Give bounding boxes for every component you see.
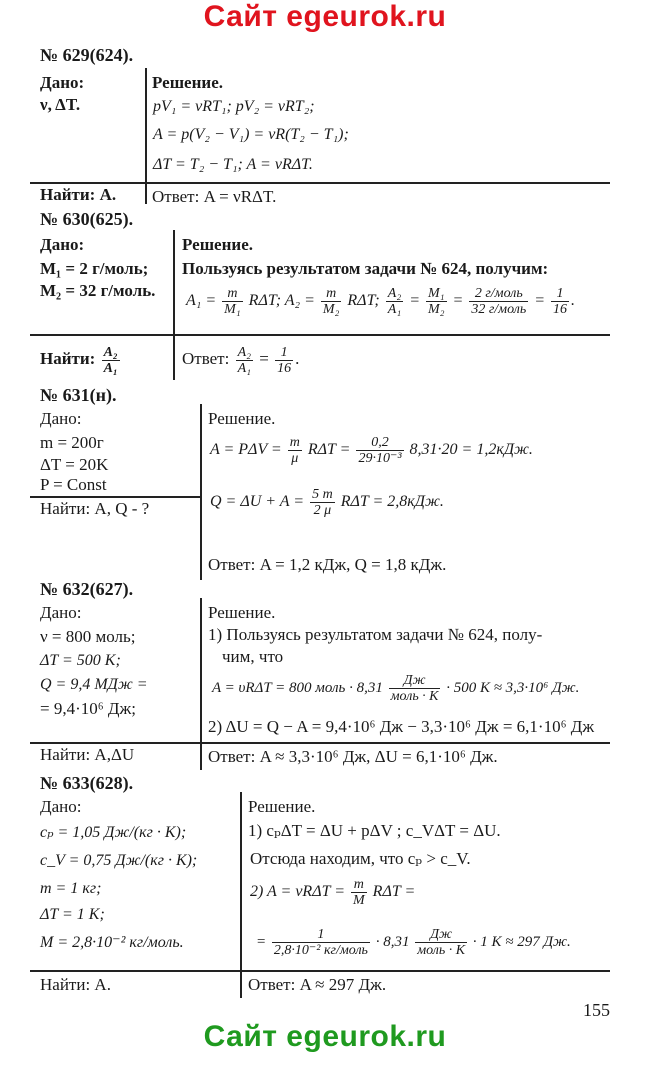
p630-frac-m-m1: $\frac{m}{\text{M₁}}$ — [224, 285, 241, 317]
p630-rule — [30, 334, 610, 336]
p629-given-0: ν, ΔT. — [40, 95, 81, 114]
p631-given-1: ΔT = 20K — [40, 455, 109, 474]
p630-divider — [173, 230, 175, 380]
p633-given-2: m = 1 кг; — [40, 880, 102, 897]
p630-frac-a2-a1: $\frac{\text{A₂}}{\text{A₁}}$ — [387, 285, 402, 317]
p629-line-1: A = p(V₂ − V₁) = νR(T₂ − T₁); — [153, 126, 349, 143]
p633-line2: Отсюда находим, что cₚ > c_V. — [250, 849, 471, 868]
site-banner-top: Сайт egeurok.ru — [203, 0, 447, 33]
p630-given-label: Дано: — [40, 235, 85, 254]
p631-find: Найти: A, Q - ? — [40, 499, 150, 518]
p630-frac-result: $\frac{1}{16}$ — [553, 285, 568, 317]
p630-eq-rdt2: RΔT; — [347, 292, 380, 309]
problem-630-title: № 630(625). — [40, 209, 134, 229]
p631-eq2: Q = ΔU + A = $\frac{5 m}{2 \mu}$ RΔT = 2,8кДж. — [210, 486, 444, 518]
p630-frac-m1-m2: $\frac{\text{M₁}}{\text{M₂}}$ — [427, 285, 445, 317]
p631-eq1: A = PΔV = $\frac{m}{\mu}$ RΔT = $\frac{0,2}{\text{29·10⁻³}}$ 8,31·20 = 1,2кДж. — [210, 434, 533, 466]
p630-find: Найти: $\frac{\text{A₂}}{\text{A₁}}$ — [40, 344, 118, 376]
p630-solution-label: Решение. — [182, 235, 253, 254]
p629-answer: Ответ: A = νRΔT. — [152, 187, 277, 206]
problem-629-title: № 629(624). — [40, 45, 134, 65]
p633-answer: Ответ: A ≈ 297 Дж. — [248, 975, 387, 994]
p632-given-label: Дано: — [40, 603, 82, 622]
p630-answer: Ответ: $\frac{\text{A₂}}{\text{A₁}}$ = $\frac{1}{16}$ . — [182, 344, 300, 376]
p632-solution-label: Решение. — [208, 603, 276, 622]
p630-given-1: M₂ = 32 г/моль. — [40, 281, 156, 300]
p629-solution-label: Решение. — [152, 73, 223, 92]
p629-find: Найти: A. — [40, 185, 117, 204]
p631-divider — [200, 404, 202, 580]
problem-633-title: № 633(628). — [40, 773, 134, 793]
p633-find: Найти: A. — [40, 975, 111, 994]
p631-answer: Ответ: A = 1,2 кДж, Q = 1,8 кДж. — [208, 555, 447, 574]
p630-eq-a1: A₁ = — [186, 292, 217, 309]
p632-step1a: 1) Пользуясь результатом задачи № 624, полу- — [208, 625, 543, 644]
p631-solution-label: Решение. — [208, 409, 276, 428]
p633-given-4: M = 2,8·10⁻² кг/моль. — [40, 934, 184, 951]
p632-eq1: A = υRΔT = 800 моль · 8,31 $\frac{Дж}{\text{моль · К}}$ · 500 К ≈ 3,3·10⁶ Дж. — [212, 673, 580, 705]
p632-given-1: ΔT = 500 K; — [40, 652, 121, 669]
problem-631-title: № 631(н). — [40, 385, 117, 405]
p633-given-label: Дано: — [40, 797, 82, 816]
problem-632-title: № 632(627). — [40, 579, 134, 599]
p633-divider — [240, 792, 242, 998]
p631-given-label: Дано: — [40, 409, 82, 428]
p633-solution-label: Решение. — [248, 797, 316, 816]
p632-given-3: = 9,4·10⁶ Дж; — [40, 699, 136, 718]
p632-given-2: Q = 9,4 МДж = — [40, 676, 148, 693]
p630-eq-rdt1: RΔT; A₂ = — [248, 292, 315, 309]
p629-line-0: pV₁ = νRT₁; pV₂ = νRT₂; — [153, 98, 315, 115]
p630-frac-m-m2: $\frac{m}{\text{M₂}}$ — [322, 285, 340, 317]
p631-given-2: P = Const — [40, 475, 107, 494]
p630-frac-g: $\frac{\text{2 г/моль}}{\text{32 г/моль}}$ — [471, 285, 527, 317]
p632-given-0: ν = 800 моль; — [40, 627, 136, 646]
p629-line-2: ΔT = T₂ − T₁; A = νRΔT. — [153, 156, 313, 173]
p632-step2: 2) ΔU = Q − A = 9,4·10⁶ Дж − 3,3·10⁶ Дж = 6,1·10⁶ Дж — [208, 717, 595, 736]
p630-text: Пользуясь результатом задачи № 624, получим: — [182, 259, 549, 278]
p633-given-1: c_V = 0,75 Дж/(кг · К); — [40, 852, 198, 869]
p632-find: Найти: A,ΔU — [40, 745, 135, 764]
page-number: 155 — [583, 1000, 610, 1020]
p629-rule — [30, 182, 610, 184]
p633-line1: 1) cₚΔT = ΔU + pΔV ; c_VΔT = ΔU. — [248, 821, 501, 840]
p632-step1b: чим, что — [222, 647, 284, 666]
p633-eq2: 2) A = νRΔT = $\frac{m}{M}$ RΔT = — [250, 876, 416, 908]
p632-answer: Ответ: A ≈ 3,3·10⁶ Дж, ΔU = 6,1·10⁶ Дж. — [208, 747, 498, 766]
p633-given-0: cₚ = 1,05 Дж/(кг · К); — [40, 824, 187, 841]
p633-eq3: = $\frac{1}{\text{2,8·10⁻² кг/моль}}$ · 8,31 $\frac{Дж}{\text{моль · К}}$ · 1 К ≈ 297 Дж. — [256, 927, 571, 959]
site-banner-bottom: Сайт egeurok.ru — [203, 1020, 447, 1053]
p633-rule — [30, 970, 610, 972]
p630-given-0: M₁ = 2 г/моль; — [40, 259, 149, 278]
p633-given-3: ΔT = 1 K; — [40, 906, 105, 923]
p629-given-label: Дано: — [40, 73, 85, 92]
p631-given-0: m = 200г — [40, 433, 104, 452]
p632-divider — [200, 598, 202, 770]
p630-equation: A₁ = $\frac{m}{\text{M₁}}$ RΔT; A₂ = $\frac{m}{\text{M₂}}$ RΔT; $\frac{\text{A₂}}{\text{A₁}}$ = $\frac{\text{M₁}}{\text{M₂}}$ = $\frac{\text{2 г/моль}}{\text{32 г/моль}}$ = $\frac{1}{16}$ . — [186, 285, 576, 317]
